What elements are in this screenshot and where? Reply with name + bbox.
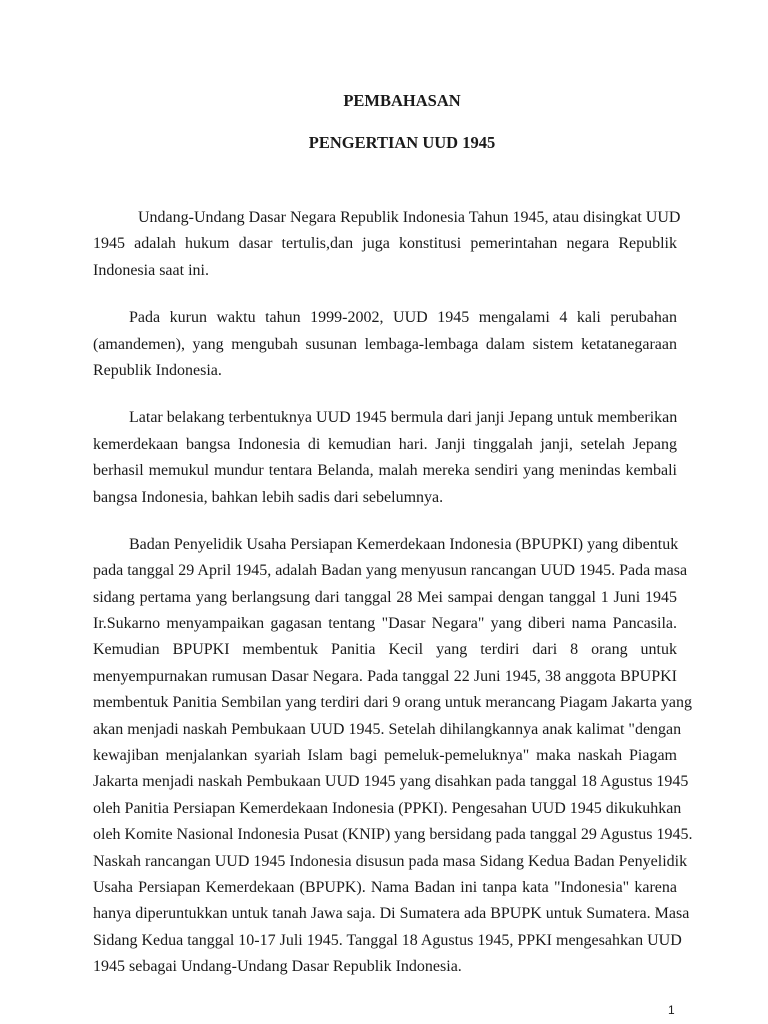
text-line: Naskah rancangan UUD 1945 Indonesia disusun pada masa Sidang Kedua Badan Penyelidik xyxy=(93,852,688,870)
text-line: menyempurnakan rumusan Dasar Negara. Pada tanggal 22 Juni 1945, 38 anggota BPUPKI xyxy=(93,667,677,685)
text-line: 1945 adalah hukum dasar tertulis,dan juga konstitusi pemerintahan negara Republik xyxy=(93,235,677,253)
text-line: (amandemen), yang mengubah susunan lembaga-lembaga dalam sistem ketatanegaraan xyxy=(93,335,677,353)
text-line: Kemudian BPUPKI membentuk Panitia Kecil yang terdiri dari 8 orang untuk xyxy=(93,641,677,659)
text-line: sidang pertama yang berlangsung dari tanggal 28 Mei sampai dengan tanggal 1 Juni 1945 xyxy=(93,588,677,606)
page-number: 1 xyxy=(668,1003,675,1017)
page-heading: PEMBAHASAN xyxy=(343,91,461,110)
text-line: Sidang Kedua tanggal 10-17 Juli 1945. Tanggal 18 Agustus 1945, PPKI mengesahkan UUD xyxy=(93,931,682,949)
document-body xyxy=(93,205,693,1002)
paragraph xyxy=(93,532,693,981)
paragraph xyxy=(93,205,681,284)
text-line: Indonesia saat ini. xyxy=(93,261,209,279)
text-line: hanya diperuntukkan untuk tanah Jawa saja. Di Sumatera ada BPUPK untuk Sumatera. Masa xyxy=(93,905,690,923)
text-line: oleh Komite Nasional Indonesia Pusat (KNIP) yang bersidang pada tanggal 29 Agustus 1945. xyxy=(93,826,693,844)
text-line: kewajiban menjalankan syariah Islam bagi pemeluk-pemeluknya" maka naskah Piagam xyxy=(93,747,677,765)
text-line: Latar belakang terbentuknya UUD 1945 bermula dari janji Jepang untuk memberikan xyxy=(129,409,678,427)
text-line: oleh Panitia Persiapan Kemerdekaan Indonesia (PPKI). Pengesahan UUD 1945 dikukuhkan xyxy=(93,799,682,817)
page-subheading: PENGERTIAN UUD 1945 xyxy=(308,133,496,152)
text-line: membentuk Panitia Sembilan yang terdiri dari 9 orang untuk merancang Piagam Jakarta yang xyxy=(93,694,692,712)
text-line: 1945 sebagai Undang-Undang Dasar Republik Indonesia. xyxy=(93,958,462,976)
text-line: Undang-Undang Dasar Negara Republik Indonesia Tahun 1945, atau disingkat UUD xyxy=(138,209,681,226)
text-line: kemerdekaan bangsa Indonesia di kemudian hari. Janji tinggalah janji, setelah Jepang xyxy=(93,435,677,453)
text-line: berhasil memukul mundur tentara Belanda, malah mereka sendiri yang menindas kembali xyxy=(93,462,677,480)
text-line: Republik Indonesia. xyxy=(93,361,222,379)
text-line: bangsa Indonesia, bahkan lebih sadis dari sebelumnya. xyxy=(93,488,444,506)
text-line: Jakarta menjadi naskah Pembukaan UUD 1945 yang disahkan pada tanggal 18 Agustus 1945 xyxy=(93,773,689,791)
text-line: Pada kurun waktu tahun 1999-2002, UUD 1945 mengalami 4 kali perubahan xyxy=(129,309,677,327)
paragraph xyxy=(93,405,677,511)
text-line: pada tanggal 29 April 1945, adalah Badan yang menyusun rancangan UUD 1945. Pada masa xyxy=(93,562,688,580)
paragraph xyxy=(93,305,677,384)
text-line: Usaha Persiapan Kemerdekaan (BPUPK). Nama Badan ini tanpa kata "Indonesia" karena xyxy=(93,878,677,896)
text-line: Badan Penyelidik Usaha Persiapan Kemerdekaan Indonesia (BPUPKI) yang dibentuk xyxy=(129,535,679,553)
text-line: Ir.Sukarno menyampaikan gagasan tentang "Dasar Negara" yang diberi nama Pancasila. xyxy=(93,615,677,633)
text-line: akan menjadi naskah Pembukaan UUD 1945. Setelah dihilangkannya anak kalimat "dengan xyxy=(93,720,682,738)
